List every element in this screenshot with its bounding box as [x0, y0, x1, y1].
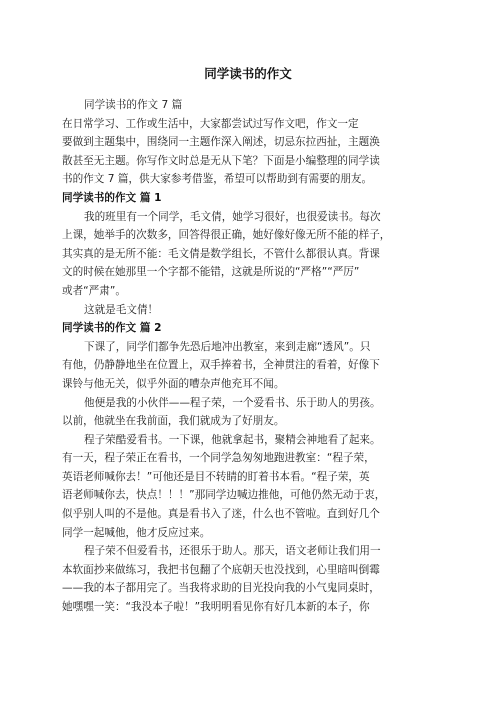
section-heading: 同学读书的作文 篇 2: [62, 322, 162, 335]
paragraph-line: 同学一起喊他，他才反应过来。: [62, 526, 211, 539]
paragraph-line: 英语老师喊你去！”可他还是目不转睛的盯着书本看。“程子荣，英: [62, 470, 370, 483]
paragraph-line: 在日常学习、工作或生活中，大家都尝试过写作文吧，作文一定: [62, 117, 359, 130]
paragraph-line: 或者“严肃”。: [62, 284, 126, 297]
paragraph-line: 课铃与他无关，似乎外面的嘈杂声他充耳不闻。: [62, 377, 285, 390]
paragraph-line: 似乎别人叫的不是他。真是看书入了迷，什么也不管啦。直到好几个: [62, 508, 380, 521]
paragraph-line: 有他，仍静静地坐在位置上，双手捧着书，全神贯注的看着，好像下: [62, 359, 380, 372]
paragraph-line: 有一天，程子荣正在看书，一个同学急匆匆地跑进教室：“程子荣，: [62, 452, 375, 465]
paragraph-line: 上课，她举手的次数多，回答得很正确，她好像好像无所不能的样子，: [62, 229, 391, 242]
paragraph-line: 其实真的是无所不能：毛文倩是数学组长，不管什么都很认真。背课: [62, 247, 380, 260]
paragraph-line: 同学读书的作文 7 篇: [84, 99, 183, 111]
paragraph-line: 这就是毛文倩！: [84, 303, 159, 316]
paragraph-line: 书的作文 7 篇，供大家参考借鉴，希望可以帮助到有需要的朋友。: [62, 173, 373, 186]
paragraph-line: 程子荣酷爱看书。一下课，他就拿起书，聚精会神地看了起来。: [84, 433, 381, 446]
paragraph-line: 文的时候在她那里一个字都不能错，这就是所说的“严格”“严厉”: [62, 266, 360, 279]
paragraph-line: 散甚至无主题。你写作文时总是无从下笔？下面是小编整理的同学读: [62, 154, 380, 167]
paragraph-line: 本软面抄来做练习，我把书包翻了个底朝天也没找到，心里暗叫倒霉: [62, 563, 380, 576]
paragraph-line: 以前，他就坐在我前面，我们就成为了好朋友。: [62, 415, 285, 428]
paragraph-line: 语老师喊你去，快点！！！”那同学边喊边推他，可他仍然无动于衷，: [62, 489, 386, 502]
paragraph-line: 她嘿嘿一笑：“我没本子啦！”我明明看见你有好几本新的本子，你: [62, 601, 370, 614]
section-heading: 同学读书的作文 篇 1: [62, 191, 162, 204]
paragraph-line: 我的班里有一个同学，毛文倩，她学习很好，也很爱读书。每次: [84, 210, 381, 223]
paragraph-line: 下课了，同学们都争先恐后地冲出教室，来到走廊“透风”。只: [84, 340, 371, 353]
paragraph-line: 程子荣不但爱看书，还很乐于助人。那天，语文老师让我们用一: [84, 545, 381, 558]
paragraph-line: 要做到主题集中，围绕同一主题作深入阐述，切忌东拉西扯，主题涣: [62, 136, 380, 149]
document-body: [62, 96, 434, 617]
document-title: 同学读书的作文: [204, 66, 292, 81]
paragraph-line: 他便是我的小伙伴——程子荣，一个爱看书、乐于助人的男孩。: [84, 396, 381, 409]
paragraph-line: ——我的本子都用完了。当我将求助的目光投向我的小气鬼同桌时，: [62, 582, 380, 595]
